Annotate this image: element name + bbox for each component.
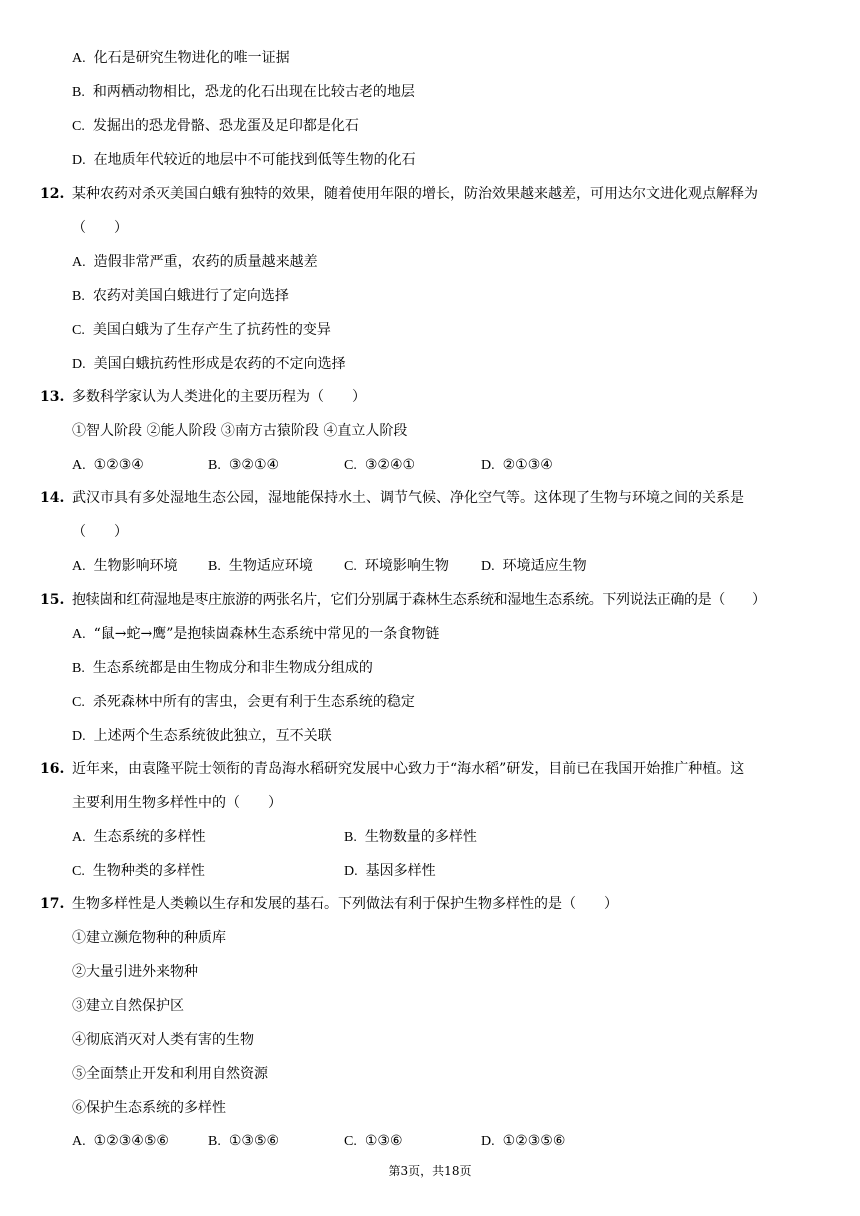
option-text: 上述两个生态系统彼此独立，互不关联 (93, 728, 332, 744)
q17-option-c (344, 1131, 403, 1152)
q13-number: 13. (40, 389, 65, 405)
q15-option-c (72, 692, 415, 713)
option-text: 和两栖动物相比，恐龙的化石出现在比较古老的地层 (92, 84, 415, 100)
option-label: C. (344, 559, 357, 574)
option-text: 美国白蛾为了生存产生了抗药性的变异 (92, 322, 331, 338)
q13-stem: 多数科学家认为人类进化的主要历程为（ ） (72, 389, 366, 405)
option-text: 造假非常严重，农药的质量越来越差 (93, 254, 318, 270)
q13-option-b (208, 455, 279, 476)
option-label: A. (72, 830, 86, 845)
q15-number: 15. (40, 592, 65, 608)
option-text: 杀死森林中所有的害虫，会更有利于生态系统的稳定 (92, 694, 415, 710)
option-text: ③②④① (364, 457, 416, 473)
q13-option-a (72, 455, 144, 476)
option-text: 发掘出的恐龙骨骼、恐龙蛋及足印都是化石 (92, 118, 359, 134)
option-label: D. (481, 559, 495, 574)
q16-number: 16. (40, 761, 65, 777)
page-footer: 第3页，共18页 (388, 1164, 472, 1178)
q17-item-3: ③建立自然保护区 (72, 998, 184, 1014)
q12-option-a (72, 252, 318, 273)
option-label: D. (481, 1134, 495, 1149)
option-text: 在地质年代较近的地层中不可能找到低等生物的化石 (93, 152, 416, 168)
option-label: C. (72, 119, 85, 134)
q13-stages: ①智人阶段 ②能人阶段 ③南方古猿阶段 ④直立人阶段 (72, 423, 408, 439)
q17-option-b (208, 1131, 279, 1152)
option-label: B. (208, 458, 221, 473)
option-text: 美国白蛾抗药性形成是农药的不定向选择 (93, 356, 346, 372)
q13-option-c (344, 455, 415, 476)
option-label: B. (72, 661, 85, 676)
option-text: 生态系统都是由生物成分和非生物成分组成的 (92, 660, 373, 676)
q12-option-c (72, 320, 331, 341)
option-label: D. (344, 864, 358, 879)
option-label: C. (344, 458, 357, 473)
q15-option-b (72, 658, 373, 679)
q16-option-b (344, 827, 477, 848)
option-label: A. (72, 1134, 86, 1149)
option-label: D. (481, 458, 495, 473)
q14-option-a (72, 556, 178, 577)
q17-option-a (72, 1131, 169, 1152)
option-label: B. (72, 85, 85, 100)
q17-item-4: ④彻底消灭对人类有害的生物 (72, 1032, 254, 1048)
q14-stem-bracket: （ ） (72, 524, 128, 540)
option-label: C. (72, 323, 85, 338)
option-label: C. (72, 864, 85, 879)
option-text: ②①③④ (502, 457, 553, 473)
option-text: ①②③④⑤⑥ (93, 1133, 169, 1149)
q14-stem: 武汉市具有多处湿地生态公园，湿地能保持水土、调节气候、净化空气等。这体现了生物与环境之间的关系是 (72, 490, 744, 506)
q11-option-d (72, 150, 416, 171)
option-text: 生物影响环境 (93, 558, 178, 574)
q12-number: 12. (40, 186, 65, 202)
q16-option-c (72, 861, 205, 882)
q15-stem: 抱犊崮和红荷湿地是枣庄旅游的两张名片，它们分别属于森林生态系统和湿地生态系统。下列说法正确的是（ ） (72, 592, 766, 608)
q11-option-b (72, 82, 415, 103)
option-label: A. (72, 51, 86, 66)
option-text: 基因多样性 (365, 863, 436, 879)
option-text: 农药对美国白蛾进行了定向选择 (92, 288, 289, 304)
option-text: 生物适应环境 (228, 558, 313, 574)
option-label: C. (344, 1134, 357, 1149)
option-text: ①③⑥ (364, 1133, 403, 1149)
q15-option-d (72, 726, 332, 747)
q12-option-d (72, 354, 346, 375)
option-label: A. (72, 627, 86, 642)
q14-option-c (344, 556, 449, 577)
option-label: A. (72, 559, 86, 574)
q11-option-c (72, 116, 359, 137)
option-text: “鼠→蛇→鹰”是抱犊崮森林生态系统中常见的一条食物链 (93, 626, 440, 642)
q11-option-a (72, 48, 290, 69)
q17-item-1: ①建立濒危物种的种质库 (72, 930, 226, 946)
option-text: ①②③⑤⑥ (502, 1133, 566, 1149)
option-label: D. (72, 153, 86, 168)
option-text: ①③⑤⑥ (228, 1133, 280, 1149)
q14-number: 14. (40, 490, 65, 506)
q17-number: 17. (40, 896, 65, 912)
option-label: B. (72, 289, 85, 304)
option-label: B. (208, 559, 221, 574)
q16-stem: 近年来，由袁隆平院士领衔的青岛海水稻研究发展中心致力于“海水稻”研发，目前已在我国开始推广种植。这 (72, 761, 745, 777)
option-label: A. (72, 458, 86, 473)
q12-stem-bracket: （ ） (72, 220, 128, 236)
q12-stem: 某种农药对杀灭美国白蛾有独特的效果，随着使用年限的增长，防治效果越来越差，可用达尔文进化观点解释为 (72, 186, 758, 202)
q16-option-d (344, 861, 436, 882)
option-label: D. (72, 357, 86, 372)
q14-option-d (481, 556, 587, 577)
option-label: B. (344, 830, 357, 845)
option-label: B. (208, 1134, 221, 1149)
option-label: D. (72, 729, 86, 744)
q17-item-6: ⑥保护生态系统的多样性 (72, 1100, 226, 1116)
q15-option-a (72, 624, 439, 645)
option-text: 环境影响生物 (364, 558, 449, 574)
q16-option-a (72, 827, 206, 848)
option-text: 环境适应生物 (502, 558, 587, 574)
option-text: ①②③④ (93, 457, 144, 473)
q16-stem-cont: 主要利用生物多样性中的（ ） (72, 795, 282, 811)
option-text: 生态系统的多样性 (93, 829, 206, 845)
option-text: 生物数量的多样性 (364, 829, 477, 845)
option-text: 化石是研究生物进化的唯一证据 (93, 50, 290, 66)
q17-option-d (481, 1131, 565, 1152)
option-text: ③②①④ (228, 457, 280, 473)
q12-option-b (72, 286, 289, 307)
q17-item-5: ⑤全面禁止开发和利用自然资源 (72, 1066, 268, 1082)
q17-item-2: ②大量引进外来物种 (72, 964, 198, 980)
q17-stem: 生物多样性是人类赖以生存和发展的基石。下列做法有利于保护生物多样性的是（ ） (72, 896, 618, 912)
option-text: 生物种类的多样性 (92, 863, 205, 879)
option-label: A. (72, 255, 86, 270)
option-label: C. (72, 695, 85, 710)
q14-option-b (208, 556, 313, 577)
q13-option-d (481, 455, 553, 476)
